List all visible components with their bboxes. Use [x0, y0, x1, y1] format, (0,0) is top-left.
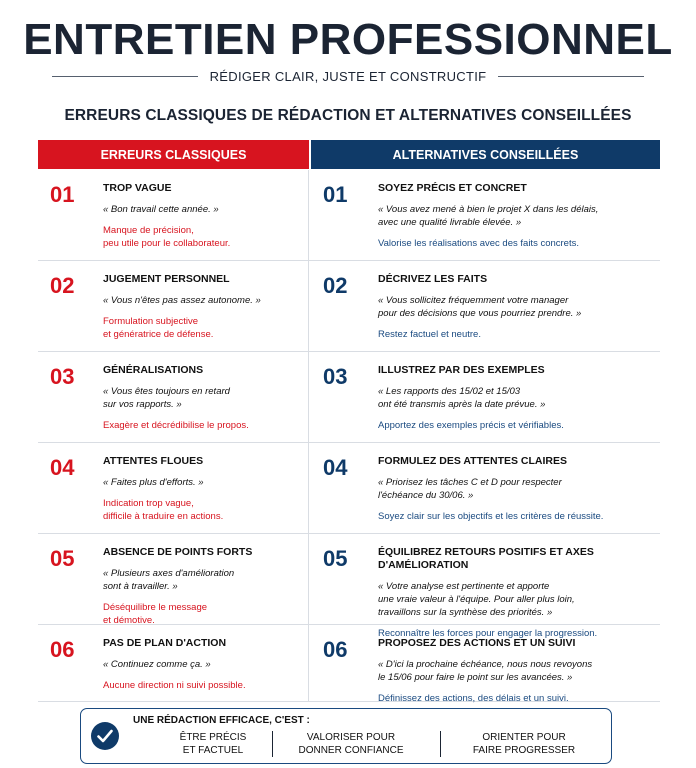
error-cell — [38, 625, 309, 701]
item-heading: PROPOSEZ DES ACTIONS ET UN SUIVI — [378, 637, 576, 649]
example-quote: « Plusieurs axes d'amélioration sont à travailler. » — [103, 568, 235, 592]
item-heading: SOYEZ PRÉCIS ET CONCRET — [378, 182, 527, 194]
item-number: 01 — [323, 182, 348, 207]
item-number: 06 — [323, 637, 348, 662]
item-heading: ÉQUILIBREZ RETOURS POSITIFS ET AXES D'AMÉLIORATION — [378, 546, 594, 571]
table-row — [38, 443, 660, 534]
alternative-cell — [311, 534, 660, 639]
item-number: 03 — [323, 364, 348, 389]
item-number: 06 — [50, 637, 75, 662]
cell-body — [378, 455, 654, 523]
cell-body — [103, 455, 302, 523]
item-number: 02 — [323, 273, 348, 298]
example-quote: « Bon travail cette année. » — [103, 204, 219, 215]
cell-body — [378, 182, 654, 250]
cell-body — [103, 364, 302, 432]
summary-separator — [272, 731, 273, 757]
item-heading: ABSENCE DE POINTS FORTS — [103, 546, 253, 558]
table-row — [38, 534, 660, 639]
summary-separator — [440, 731, 441, 757]
example-quote: « Faites plus d'efforts. » — [103, 477, 204, 488]
example-quote: « Votre analyse est pertinente et apporte une vraie valeur à l'équipe. Pour aller plus loin, travaillons sur la synthèse des priorités. » — [378, 581, 575, 618]
cell-body — [378, 273, 654, 341]
page-title: ENTRETIEN PROFESSIONNEL — [23, 15, 673, 64]
item-note: Manque de précision, peu utile pour le collaborateur. — [103, 225, 231, 249]
table-row — [38, 261, 660, 352]
column-header-errors: ERREURS CLASSIQUES — [38, 140, 309, 169]
item-heading: TROP VAGUE — [103, 182, 172, 194]
error-cell — [38, 261, 309, 351]
item-heading: DÉCRIVEZ LES FAITS — [378, 273, 488, 285]
item-heading: ILLUSTREZ PAR DES EXEMPLES — [378, 364, 545, 376]
divider-right — [498, 76, 644, 77]
summary-item-guide: ORIENTER POUR FAIRE PROGRESSER — [472, 732, 576, 756]
cell-body — [378, 364, 654, 432]
item-heading: FORMULEZ DES ATTENTES CLAIRES — [378, 455, 567, 467]
item-note: Aucune direction ni suivi possible. — [103, 680, 246, 691]
item-number: 05 — [323, 546, 348, 571]
item-heading: JUGEMENT PERSONNEL — [103, 273, 230, 285]
alternative-cell — [311, 443, 660, 533]
item-heading: GÉNÉRALISATIONS — [103, 364, 204, 376]
item-note: Reconnaître les forces pour engager la progression. — [378, 628, 598, 639]
alternative-cell — [311, 261, 660, 351]
subtitle-row — [52, 66, 644, 86]
item-note: Apportez des exemples précis et vérifiables. — [378, 420, 564, 431]
divider-left — [52, 76, 198, 77]
item-number: 05 — [50, 546, 75, 571]
example-quote: « Vous n'êtes pas assez autonome. » — [103, 295, 261, 306]
error-cell — [38, 352, 309, 442]
example-quote: « Continuez comme ça. » — [103, 659, 211, 670]
item-note: Exagère et décrédibilise le propos. — [103, 420, 249, 431]
alternative-cell — [311, 625, 660, 704]
example-quote: « Vous avez mené à bien le projet X dans les délais, avec une qualité livrable élevée. » — [378, 204, 599, 228]
summary-item-precise: ÊTRE PRÉCIS ET FACTUEL — [179, 732, 247, 756]
item-number: 04 — [323, 455, 348, 480]
example-quote: « Les rapports des 15/02 et 15/03 ont été transmis après la date prévue. » — [378, 386, 546, 410]
summary-box — [80, 708, 612, 764]
error-cell — [38, 443, 309, 533]
error-cell — [38, 170, 309, 260]
example-quote: « D'ici la prochaine échéance, nous nous revoyons le 15/06 pour faire le point sur les avancées. » — [378, 659, 593, 683]
table-row — [38, 170, 660, 261]
summary-item-value: VALORISER POUR DONNER CONFIANCE — [298, 732, 404, 756]
comparison-table — [38, 140, 660, 702]
example-quote: « Priorisez les tâches C et D pour respecter l'échéance du 30/06. » — [378, 477, 562, 501]
cell-body — [103, 273, 302, 341]
example-quote: « Vous êtes toujours en retard sur vos rapports. » — [103, 386, 230, 410]
table-row — [38, 625, 660, 702]
section-title: ERREURS CLASSIQUES DE RÉDACTION ET ALTERNATIVES CONSEILLÉES — [64, 107, 632, 124]
item-note: Valorise les réalisations avec des faits concrets. — [378, 238, 579, 249]
item-number: 01 — [50, 182, 75, 207]
item-number: 02 — [50, 273, 75, 298]
item-number: 03 — [50, 364, 75, 389]
alternative-cell — [311, 352, 660, 442]
cell-body — [103, 637, 302, 692]
cell-body — [103, 546, 302, 627]
item-note: Indication trop vague, difficile à traduire en actions. — [103, 498, 224, 522]
check-circle-icon — [91, 722, 119, 750]
item-note: Formulation subjective et génératrice de défense. — [103, 316, 214, 340]
item-note: Restez factuel et neutre. — [378, 329, 481, 340]
page-subtitle: RÉDIGER CLAIR, JUSTE ET CONSTRUCTIF — [209, 68, 487, 84]
column-header-alternatives: ALTERNATIVES CONSEILLÉES — [311, 140, 660, 169]
item-note: Soyez clair sur les objectifs et les critères de réussite. — [378, 511, 604, 522]
item-heading: PAS DE PLAN D'ACTION — [103, 637, 227, 649]
example-quote: « Vous sollicitez fréquemment votre manager pour des décisions que vous pourriez prendre. » — [378, 295, 582, 319]
cell-body — [103, 182, 302, 250]
item-note: Définissez des actions, des délais et un suivi. — [378, 693, 569, 704]
table-row — [38, 352, 660, 443]
item-number: 04 — [50, 455, 75, 480]
item-note: Déséquilibre le message et démotive. — [103, 602, 208, 626]
alternative-cell — [311, 170, 660, 260]
item-heading: ATTENTES FLOUES — [103, 455, 204, 467]
summary-heading: UNE RÉDACTION EFFICACE, C'EST : — [133, 715, 310, 726]
cell-body — [378, 637, 654, 705]
error-cell — [38, 534, 309, 624]
